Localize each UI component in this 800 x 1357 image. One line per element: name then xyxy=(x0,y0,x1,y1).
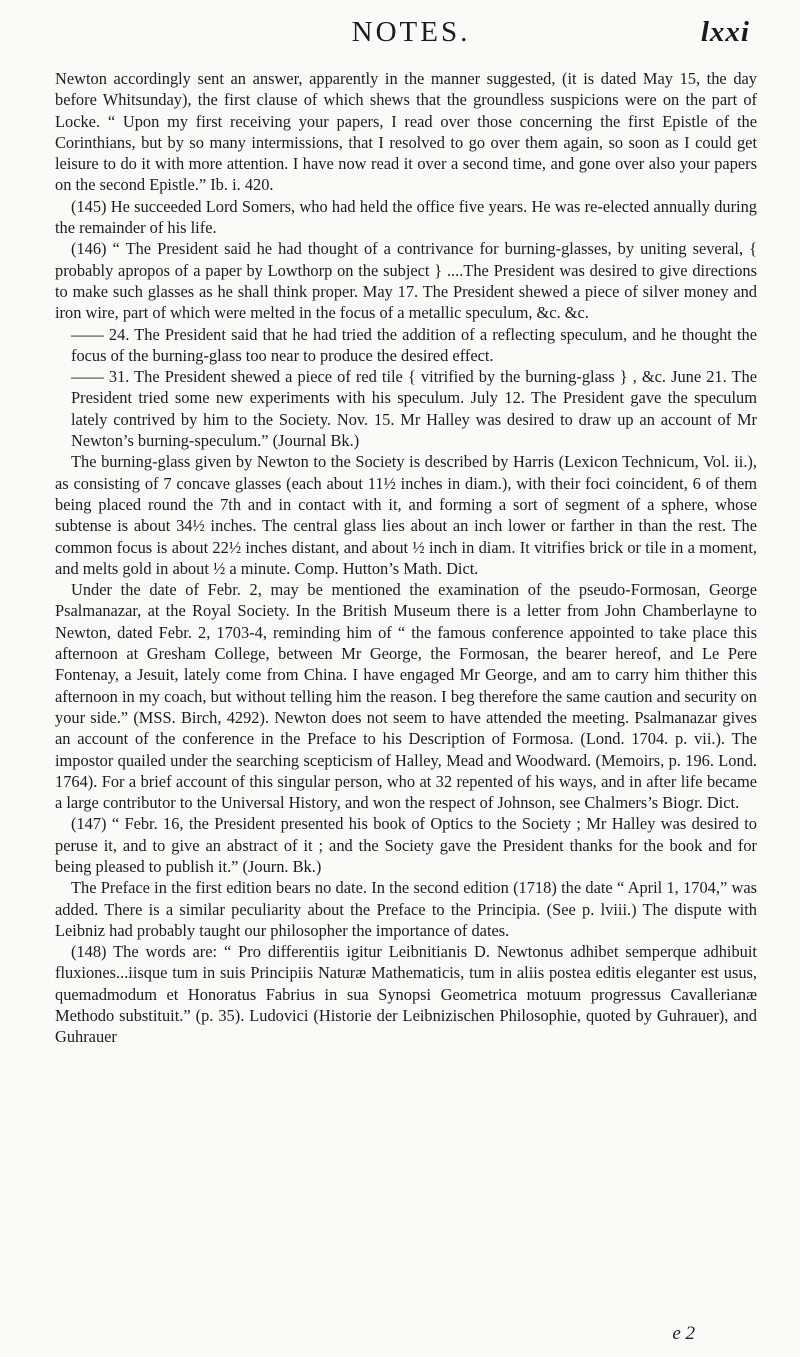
running-head: NOTES. xyxy=(351,16,471,48)
note-146: (146) “ The President said he had thought of a contrivance for burning-glasses, by uniting several, { probably apropos of a paper by Lowthorp on the subject } ....The President was desired to give directions to make such glasses as he shall think proper. May 17. The President shewed a piece of silver money and iron wire, part of which were melted in the focus of a metallic speculum, &c. &c. xyxy=(55,239,757,323)
note-146-entry-24: —— 24. The President said that he had tried the addition of a reflecting speculum, and he thought the focus of the burning-glass too near to produce the desired effect. xyxy=(71,324,757,365)
paragraph: Newton accordingly sent an answer, apparently in the manner suggested, (it is dated May 15, the day before Whitsunday), the first clause of which shews that the groundless suspicions were on the part of Locke. “ Upon my first receiving your papers, I read over those concerning the first Epistle of the Corinthians, but by so many intermissions, that I resolved to go over them again, so soon as I could get leisure to do it with more attention. I have now read it over a second time, and gone over also your papers on the second Epistle.” Ib. i. 420. xyxy=(55,69,757,195)
paragraph: The Preface in the first edition bears no date. In the second edition (1718) the date “ April 1, 1704,” was added. There is a similar peculiarity about the Preface to the Principia. (See p. lviii.) The dispute with Leibniz had probably taught our philosopher the importance of dates. xyxy=(55,878,757,940)
paragraph: The burning-glass given by Newton to the Society is described by Harris (Lexicon Technicum, Vol. ii.), as consisting of 7 concave glasses (each about 11½ inches in diam.), with their foci coincident, 6 of them being placed round the 7th and in contact with it, and forming a sort of segment of a sphere, whose subtense is about 34½ inches. The central glass lies about an inch lower or farther in than the rest. The common focus is about 22½ inches distant, and about ½ inch in diam. It vitrifies brick or tile in a moment, and melts gold in about ½ a minute. Comp. Hutton’s Math. Dict. xyxy=(55,452,757,578)
note-145: (145) He succeeded Lord Somers, who had held the office five years. He was re-elected annually during the remainder of his life. xyxy=(55,196,757,238)
notes-body xyxy=(55,68,757,1048)
note-146-entry-31: —— 31. The President shewed a piece of red tile { vitrified by the burning-glass } , &c. June 21. The President tried some new experiments with his speculum. July 12. The President gave the speculum lately contrived by him to the Society. Nov. 15. Mr Halley was desired to draw up an account of Mr Newton’s burning-speculum.” (Journal Bk.) xyxy=(71,367,757,451)
page-header xyxy=(72,8,750,56)
page-number: lxxi xyxy=(700,16,750,48)
note-147: (147) “ Febr. 16, the President presented his book of Optics to the Society ; Mr Halley was desired to peruse it, and to give an abstract of it ; and the Society gave the President thanks for the book and for being pleased to publish it.” (Journ. Bk.) xyxy=(55,814,757,876)
signature-mark: e 2 xyxy=(672,1323,695,1344)
paragraph: Under the date of Febr. 2, may be mentioned the examination of the pseudo-Formosan, George Psalmanazar, at the Royal Society. In the British Museum there is a letter from John Chamberlayne to Newton, dated Febr. 2, 1703-4, reminding him of “ the famous conference appointed to take place this afternoon at Gresham College, between Mr George, the Formosan, the bearer hereof, and Le Pere Fontenay, a Jesuit, lately come from China. I have engaged Mr George, and am to carry him thither this afternoon in my coach, but without telling him the reason. I beg therefore the same caution and security on your side.” (MSS. Birch, 4292). Newton does not seem to have attended the meeting. Psalmanazar gives an account of the conference in the Preface to his Description of Formosa. (Lond. 1704. p. vii.). The impostor quailed under the searching scepticism of Halley, Mead and Woodward. (Memoirs, p. 196. Lond. 1764). For a brief account of this singular person, who at 32 repented of his ways, and in after life became a large contributor to the Universal History, and won the respect of Johnson, see Chalmers’s Biogr. Dict. xyxy=(55,580,757,813)
note-148: (148) The words are: “ Pro differentiis igitur Leibnitianis D. Newtonus adhibet semperque adhibuit fluxiones...iisque tum in suis Principiis Naturæ Mathematicis, tum in aliis postea editis eleganter est usus, quemadmodum et Honoratus Fabrius in sua Synopsi Geometrica motuum progressus Cavallerianæ Methodo substituit.” (p. 35). Ludovici (Historie der Leibnizischen Philosophie, quoted by Guhrauer), and Guhrauer xyxy=(55,942,757,1047)
